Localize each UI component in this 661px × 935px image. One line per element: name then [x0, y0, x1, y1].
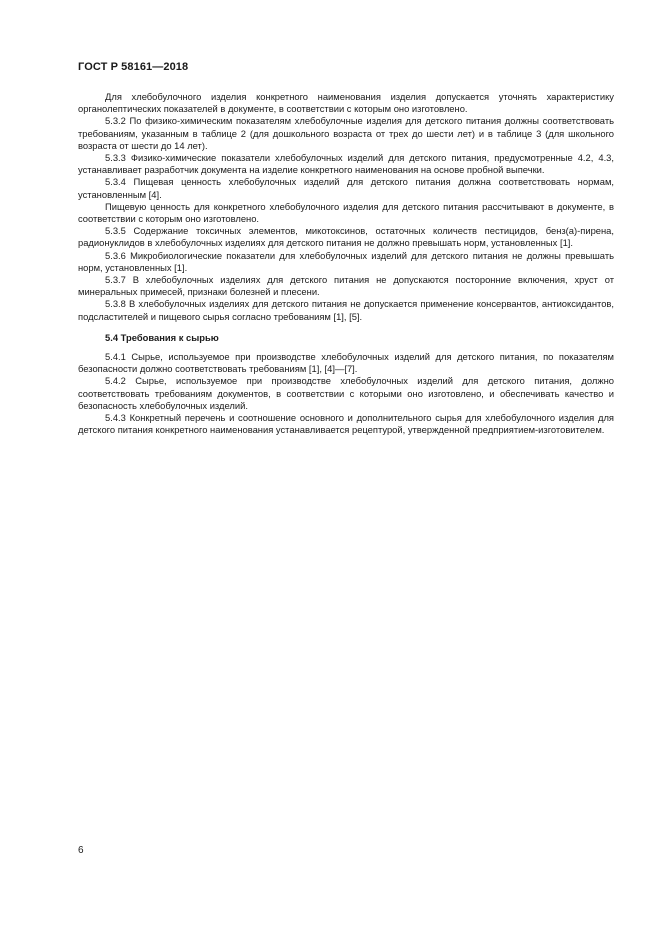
- section-heading: 5.4 Требования к сырью: [105, 331, 219, 343]
- document-body: [78, 91, 614, 436]
- paragraph: 5.3.5 Содержание токсичных элементов, микотоксинов, остаточных количеств пестицидов, бенз(а)-пирена, радионуклидов в хлебобулочных изделиях для детского питания не должно превышать норм, установленных [1].: [78, 225, 614, 249]
- paragraph: 5.3.8 В хлебобулочных изделиях для детского питания не допускается применение консервантов, антиоксидантов, подсластителей и пищевого сырья согласно требованиям [1], [5].: [78, 298, 614, 322]
- page-number: 6: [78, 845, 84, 856]
- paragraph: 5.4.1 Сырье, используемое при производстве хлебобулочных изделий для детского питания, по показателям безопасности должно соответствовать требованиям [1], [4]—[7].: [78, 351, 614, 375]
- paragraph: 5.3.6 Микробиологические показатели для хлебобулочных изделий для детского питания не должны превышать норм, установленных [1].: [78, 249, 614, 273]
- paragraph: Для хлебобулочного изделия конкретного наименования изделия допускается уточнять характеристику органолептических показателей в документе, в соответствии с которым оно изготовлено.: [78, 91, 614, 115]
- paragraph: 5.4.3 Конкретный перечень и соотношение основного и дополнительного сырья для хлебобулочного изделия для детского питания конкретного наименования устанавливается рецептурой, утвержденной предприятием-изготовителем.: [78, 412, 614, 436]
- paragraph: Пищевую ценность для конкретного хлебобулочного изделия для детского питания рассчитывают в документе, в соответствии с которым оно изготовлено.: [78, 200, 614, 225]
- paragraph: 5.3.2 По физико-химическим показателям хлебобулочные изделия для детского питания должны соответствовать требованиям, указанным в таблице 2 (для дошкольного возраста от трех до шести лет) и в таблице 3 (для школьного возраста от шести до 14 лет).: [78, 115, 614, 151]
- paragraph: 5.3.7 В хлебобулочных изделиях для детского питания не допускаются посторонние включения, хруст от минеральных примесей, признаки болезней и плесени.: [78, 274, 614, 298]
- document-header: ГОСТ Р 58161—2018: [78, 61, 189, 73]
- paragraph: 5.3.4 Пищевая ценность хлебобулочных изделий для детского питания должна соответствовать нормам, установленным [4].: [78, 176, 614, 200]
- paragraph: 5.4.2 Сырье, используемое при производстве хлебобулочных изделий для детского питания, должно соответствовать требованиям документов, в соответствии с которыми оно изготовлено, и обеспечивать качество и безопасность хлебобулочных изделий.: [78, 375, 614, 411]
- paragraph: 5.3.3 Физико-химические показатели хлебобулочных изделий для детского питания, предусмотренные 4.2, 4.3, устанавливает разработчик документа на изделие конкретного наименования на основе пробной выпечки.: [78, 152, 614, 176]
